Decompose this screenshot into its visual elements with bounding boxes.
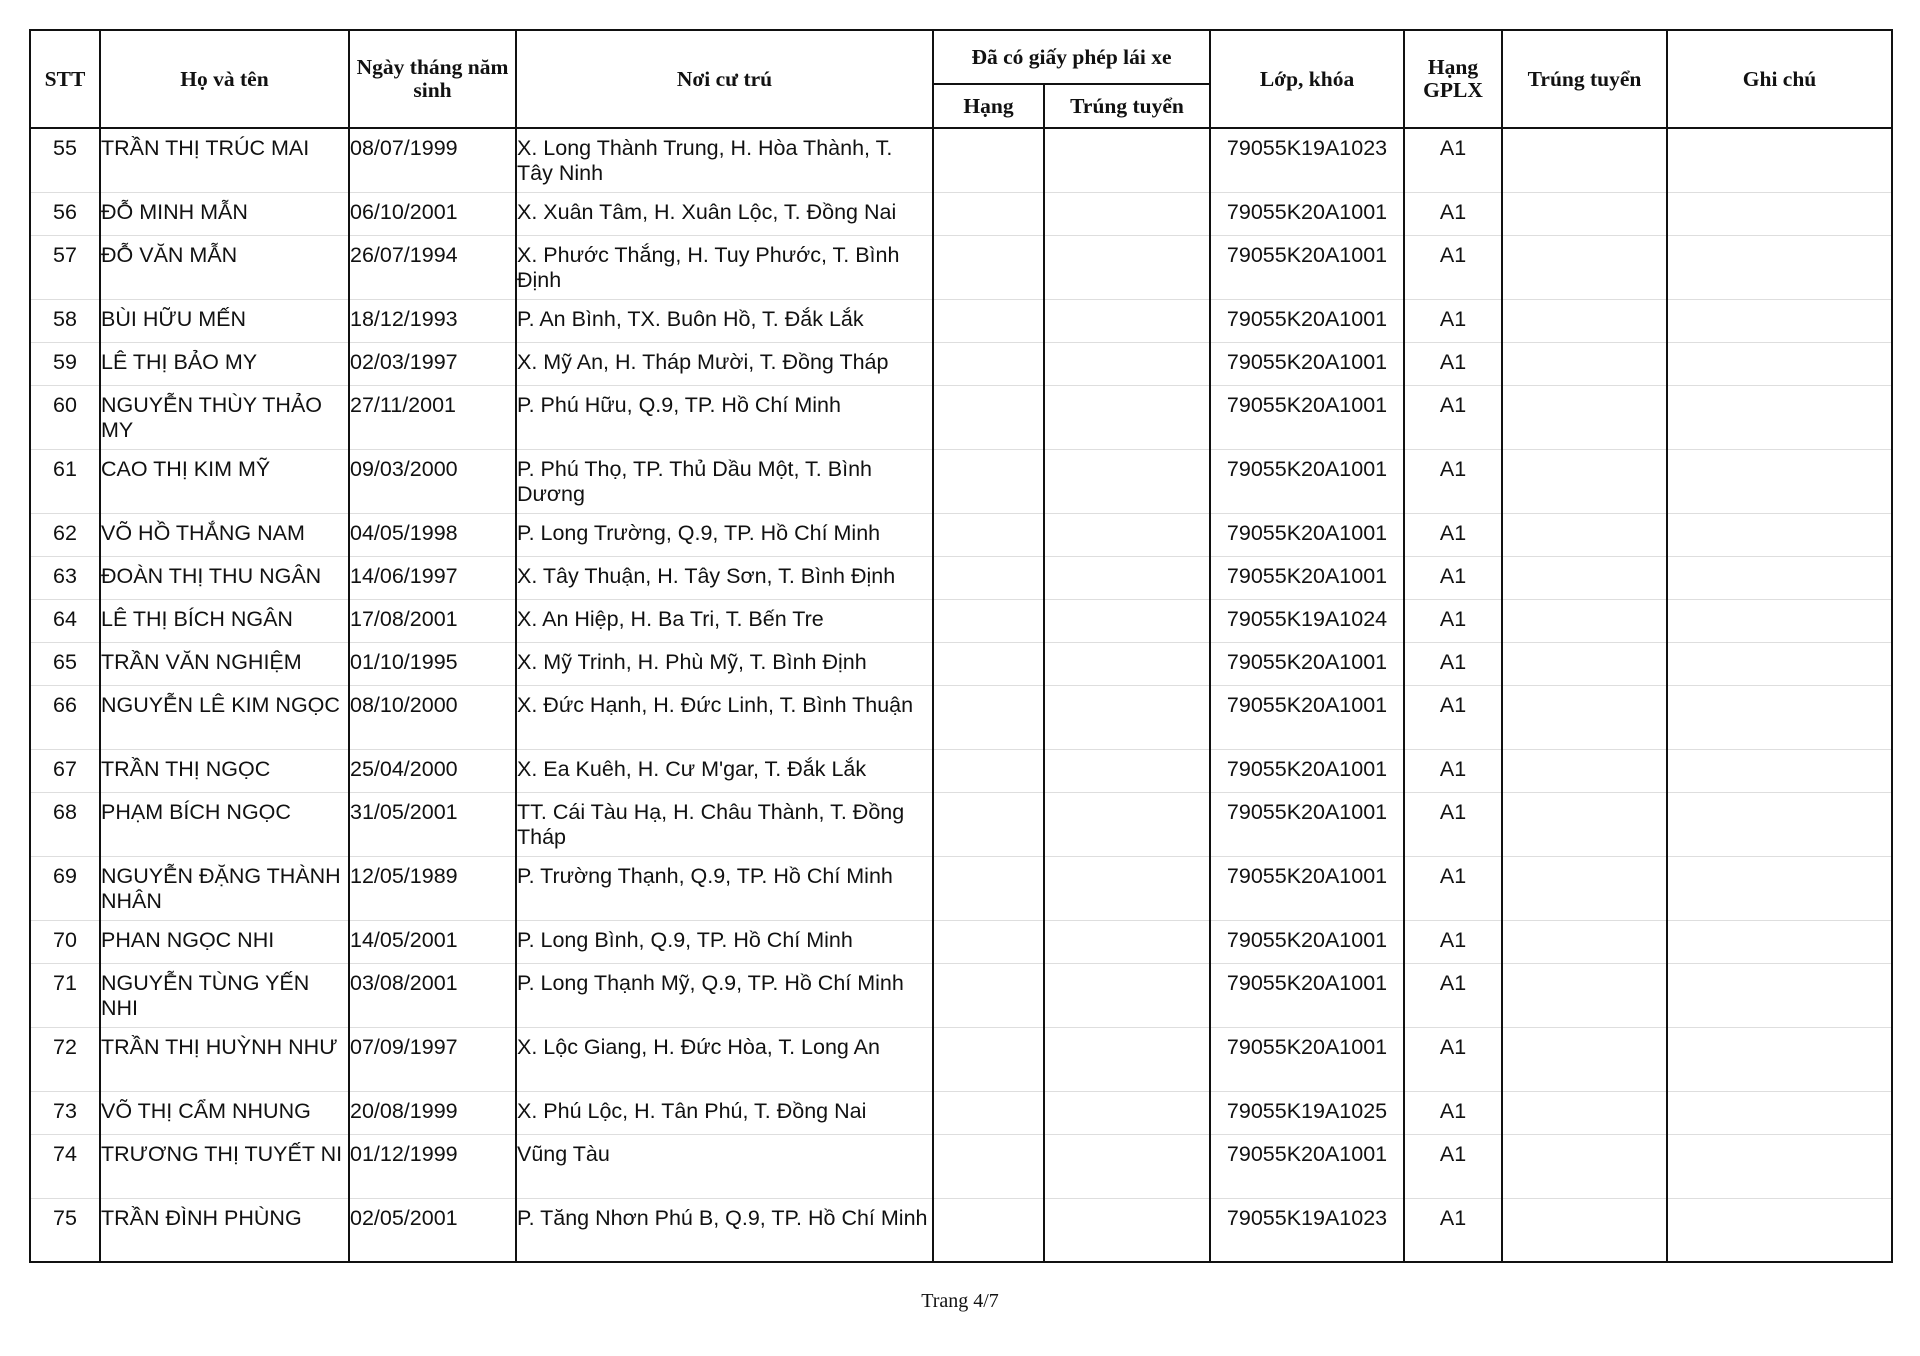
row-class: 79055K20A1001 xyxy=(1210,385,1404,449)
row-class: 79055K20A1001 xyxy=(1210,1134,1404,1198)
row-class: 79055K20A1001 xyxy=(1210,920,1404,963)
row-passed xyxy=(1502,128,1667,192)
table-row xyxy=(30,856,1892,920)
table-row xyxy=(30,1091,1892,1134)
row-note xyxy=(1667,856,1892,920)
row-address: P. Long Bình, Q.9, TP. Hồ Chí Minh xyxy=(516,920,933,963)
row-note xyxy=(1667,449,1892,513)
row-address: P. Phú Thọ, TP. Thủ Dầu Một, T. Bình Dương xyxy=(516,449,933,513)
row-license-passed xyxy=(1044,299,1210,342)
row-license-rank xyxy=(933,749,1044,792)
row-address: P. Trường Thạnh, Q.9, TP. Hồ Chí Minh xyxy=(516,856,933,920)
row-stt: 62 xyxy=(30,513,100,556)
row-stt: 72 xyxy=(30,1027,100,1091)
row-class: 79055K19A1023 xyxy=(1210,1198,1404,1262)
row-grade: A1 xyxy=(1404,642,1502,685)
row-stt: 66 xyxy=(30,685,100,749)
row-name: TRẦN ĐÌNH PHÙNG xyxy=(100,1198,349,1262)
row-license-rank xyxy=(933,192,1044,235)
row-address: P. Long Trường, Q.9, TP. Hồ Chí Minh xyxy=(516,513,933,556)
row-note xyxy=(1667,963,1892,1027)
row-dob: 06/10/2001 xyxy=(349,192,516,235)
row-note xyxy=(1667,749,1892,792)
row-grade: A1 xyxy=(1404,749,1502,792)
row-license-rank xyxy=(933,856,1044,920)
header-dob: Ngày tháng năm sinh xyxy=(349,30,516,128)
row-grade: A1 xyxy=(1404,1134,1502,1198)
row-passed xyxy=(1502,235,1667,299)
row-license-rank xyxy=(933,1134,1044,1198)
row-class: 79055K20A1001 xyxy=(1210,513,1404,556)
row-name: LÊ THỊ BẢO MY xyxy=(100,342,349,385)
row-class: 79055K20A1001 xyxy=(1210,856,1404,920)
header-class: Lớp, khóa xyxy=(1210,30,1404,128)
table-row xyxy=(30,449,1892,513)
row-stt: 61 xyxy=(30,449,100,513)
row-grade: A1 xyxy=(1404,599,1502,642)
roster-body xyxy=(30,128,1892,1262)
row-grade: A1 xyxy=(1404,342,1502,385)
row-stt: 65 xyxy=(30,642,100,685)
table-row xyxy=(30,792,1892,856)
table-row xyxy=(30,685,1892,749)
row-address: X. Xuân Tâm, H. Xuân Lộc, T. Đồng Nai xyxy=(516,192,933,235)
row-name: ĐỖ MINH MẪN xyxy=(100,192,349,235)
row-stt: 68 xyxy=(30,792,100,856)
table-row xyxy=(30,920,1892,963)
row-license-rank xyxy=(933,299,1044,342)
table-row xyxy=(30,299,1892,342)
row-passed xyxy=(1502,963,1667,1027)
row-address: X. Phước Thắng, H. Tuy Phước, T. Bình Định xyxy=(516,235,933,299)
row-license-passed xyxy=(1044,856,1210,920)
row-class: 79055K20A1001 xyxy=(1210,556,1404,599)
row-license-passed xyxy=(1044,599,1210,642)
row-address: P. An Bình, TX. Buôn Hồ, T. Đắk Lắk xyxy=(516,299,933,342)
row-license-rank xyxy=(933,342,1044,385)
row-note xyxy=(1667,1027,1892,1091)
row-class: 79055K20A1001 xyxy=(1210,685,1404,749)
row-class: 79055K19A1025 xyxy=(1210,1091,1404,1134)
row-license-passed xyxy=(1044,1091,1210,1134)
row-passed xyxy=(1502,1198,1667,1262)
row-passed xyxy=(1502,642,1667,685)
row-address: X. Long Thành Trung, H. Hòa Thành, T. Tây Ninh xyxy=(516,128,933,192)
header-has-license-passed: Trúng tuyển xyxy=(1044,84,1210,128)
row-license-rank xyxy=(933,385,1044,449)
row-dob: 14/05/2001 xyxy=(349,920,516,963)
table-row xyxy=(30,1198,1892,1262)
row-stt: 75 xyxy=(30,1198,100,1262)
row-note xyxy=(1667,299,1892,342)
row-note xyxy=(1667,1134,1892,1198)
row-passed xyxy=(1502,1134,1667,1198)
row-passed xyxy=(1502,685,1667,749)
row-passed xyxy=(1502,342,1667,385)
row-note xyxy=(1667,556,1892,599)
table-row xyxy=(30,385,1892,449)
row-note xyxy=(1667,599,1892,642)
row-license-passed xyxy=(1044,685,1210,749)
row-grade: A1 xyxy=(1404,1198,1502,1262)
header-has-license: Đã có giấy phép lái xe xyxy=(933,30,1210,84)
row-grade: A1 xyxy=(1404,963,1502,1027)
row-address: Vũng Tàu xyxy=(516,1134,933,1198)
row-dob: 18/12/1993 xyxy=(349,299,516,342)
table-row xyxy=(30,192,1892,235)
row-passed xyxy=(1502,192,1667,235)
row-grade: A1 xyxy=(1404,385,1502,449)
row-stt: 73 xyxy=(30,1091,100,1134)
row-dob: 25/04/2000 xyxy=(349,749,516,792)
row-license-passed xyxy=(1044,192,1210,235)
row-name: NGUYỄN LÊ KIM NGỌC xyxy=(100,685,349,749)
row-address: X. Tây Thuận, H. Tây Sơn, T. Bình Định xyxy=(516,556,933,599)
row-license-passed xyxy=(1044,449,1210,513)
table-row xyxy=(30,1134,1892,1198)
row-dob: 26/07/1994 xyxy=(349,235,516,299)
row-dob: 12/05/1989 xyxy=(349,856,516,920)
row-stt: 57 xyxy=(30,235,100,299)
row-class: 79055K20A1001 xyxy=(1210,299,1404,342)
row-stt: 71 xyxy=(30,963,100,1027)
row-name: NGUYỄN ĐẶNG THÀNH NHÂN xyxy=(100,856,349,920)
row-license-passed xyxy=(1044,342,1210,385)
row-address: X. An Hiệp, H. Ba Tri, T. Bến Tre xyxy=(516,599,933,642)
row-address: X. Phú Lộc, H. Tân Phú, T. Đồng Nai xyxy=(516,1091,933,1134)
row-license-rank xyxy=(933,920,1044,963)
header-passed: Trúng tuyển xyxy=(1502,30,1667,128)
row-dob: 01/12/1999 xyxy=(349,1134,516,1198)
row-note xyxy=(1667,128,1892,192)
row-license-rank xyxy=(933,792,1044,856)
row-address: P. Tăng Nhơn Phú B, Q.9, TP. Hồ Chí Minh xyxy=(516,1198,933,1262)
row-class: 79055K20A1001 xyxy=(1210,749,1404,792)
row-name: BÙI HỮU MẾN xyxy=(100,299,349,342)
row-address: P. Long Thạnh Mỹ, Q.9, TP. Hồ Chí Minh xyxy=(516,963,933,1027)
row-note xyxy=(1667,192,1892,235)
row-license-passed xyxy=(1044,128,1210,192)
row-dob: 07/09/1997 xyxy=(349,1027,516,1091)
row-license-rank xyxy=(933,685,1044,749)
row-stt: 67 xyxy=(30,749,100,792)
row-dob: 08/10/2000 xyxy=(349,685,516,749)
table-row xyxy=(30,642,1892,685)
row-note xyxy=(1667,235,1892,299)
row-grade: A1 xyxy=(1404,685,1502,749)
row-dob: 02/05/2001 xyxy=(349,1198,516,1262)
table-row xyxy=(30,235,1892,299)
row-name: TRƯƠNG THỊ TUYẾT NI xyxy=(100,1134,349,1198)
table-row xyxy=(30,342,1892,385)
row-note xyxy=(1667,792,1892,856)
table-row xyxy=(30,513,1892,556)
row-license-passed xyxy=(1044,385,1210,449)
row-dob: 04/05/1998 xyxy=(349,513,516,556)
row-name: NGUYỄN TÙNG YẾN NHI xyxy=(100,963,349,1027)
row-name: VÕ HỒ THẮNG NAM xyxy=(100,513,349,556)
row-class: 79055K20A1001 xyxy=(1210,642,1404,685)
table-row xyxy=(30,1027,1892,1091)
row-passed xyxy=(1502,1091,1667,1134)
row-passed xyxy=(1502,1027,1667,1091)
row-license-passed xyxy=(1044,513,1210,556)
row-license-rank xyxy=(933,513,1044,556)
row-license-passed xyxy=(1044,749,1210,792)
row-dob: 08/07/1999 xyxy=(349,128,516,192)
row-dob: 09/03/2000 xyxy=(349,449,516,513)
row-class: 79055K20A1001 xyxy=(1210,192,1404,235)
row-name: PHAN NGỌC NHI xyxy=(100,920,349,963)
row-address: X. Đức Hạnh, H. Đức Linh, T. Bình Thuận xyxy=(516,685,933,749)
row-passed xyxy=(1502,920,1667,963)
row-name: NGUYỄN THÙY THẢO MY xyxy=(100,385,349,449)
row-license-rank xyxy=(933,1198,1044,1262)
row-note xyxy=(1667,342,1892,385)
row-license-rank xyxy=(933,642,1044,685)
row-dob: 02/03/1997 xyxy=(349,342,516,385)
row-dob: 27/11/2001 xyxy=(349,385,516,449)
row-stt: 58 xyxy=(30,299,100,342)
row-license-rank xyxy=(933,1091,1044,1134)
row-class: 79055K20A1001 xyxy=(1210,235,1404,299)
row-stt: 56 xyxy=(30,192,100,235)
header-name: Họ và tên xyxy=(100,30,349,128)
row-note xyxy=(1667,1091,1892,1134)
row-address: TT. Cái Tàu Hạ, H. Châu Thành, T. Đồng Tháp xyxy=(516,792,933,856)
row-note xyxy=(1667,1198,1892,1262)
row-class: 79055K19A1023 xyxy=(1210,128,1404,192)
row-name: VÕ THỊ CẨM NHUNG xyxy=(100,1091,349,1134)
row-address: X. Ea Kuêh, H. Cư M'gar, T. Đắk Lắk xyxy=(516,749,933,792)
row-passed xyxy=(1502,299,1667,342)
row-grade: A1 xyxy=(1404,556,1502,599)
row-passed xyxy=(1502,749,1667,792)
row-name: ĐỖ VĂN MẪN xyxy=(100,235,349,299)
row-address: X. Mỹ Trinh, H. Phù Mỹ, T. Bình Định xyxy=(516,642,933,685)
row-note xyxy=(1667,642,1892,685)
row-dob: 20/08/1999 xyxy=(349,1091,516,1134)
row-dob: 03/08/2001 xyxy=(349,963,516,1027)
header-stt: STT xyxy=(30,30,100,128)
row-passed xyxy=(1502,513,1667,556)
row-license-rank xyxy=(933,128,1044,192)
row-license-passed xyxy=(1044,1027,1210,1091)
row-class: 79055K20A1001 xyxy=(1210,449,1404,513)
row-note xyxy=(1667,685,1892,749)
row-grade: A1 xyxy=(1404,856,1502,920)
row-class: 79055K20A1001 xyxy=(1210,1027,1404,1091)
row-note xyxy=(1667,920,1892,963)
row-grade: A1 xyxy=(1404,920,1502,963)
header-grade: Hạng GPLX xyxy=(1404,30,1502,128)
row-stt: 63 xyxy=(30,556,100,599)
row-dob: 01/10/1995 xyxy=(349,642,516,685)
row-grade: A1 xyxy=(1404,449,1502,513)
row-name: TRẦN THỊ HUỲNH NHƯ xyxy=(100,1027,349,1091)
row-dob: 31/05/2001 xyxy=(349,792,516,856)
row-license-rank xyxy=(933,599,1044,642)
row-grade: A1 xyxy=(1404,235,1502,299)
row-passed xyxy=(1502,856,1667,920)
row-name: TRẦN THỊ TRÚC MAI xyxy=(100,128,349,192)
table-row xyxy=(30,128,1892,192)
header-has-license-rank: Hạng xyxy=(933,84,1044,128)
row-grade: A1 xyxy=(1404,128,1502,192)
row-license-passed xyxy=(1044,792,1210,856)
row-license-rank xyxy=(933,235,1044,299)
table-row xyxy=(30,599,1892,642)
table-row xyxy=(30,963,1892,1027)
row-name: PHẠM BÍCH NGỌC xyxy=(100,792,349,856)
row-address: X. Lộc Giang, H. Đức Hòa, T. Long An xyxy=(516,1027,933,1091)
page-number: Trang 4/7 xyxy=(921,1290,999,1312)
row-name: ĐOÀN THỊ THU NGÂN xyxy=(100,556,349,599)
row-stt: 64 xyxy=(30,599,100,642)
row-grade: A1 xyxy=(1404,513,1502,556)
row-stt: 59 xyxy=(30,342,100,385)
row-class: 79055K20A1001 xyxy=(1210,792,1404,856)
row-stt: 55 xyxy=(30,128,100,192)
row-license-passed xyxy=(1044,1198,1210,1262)
row-grade: A1 xyxy=(1404,792,1502,856)
row-license-rank xyxy=(933,449,1044,513)
row-name: LÊ THỊ BÍCH NGÂN xyxy=(100,599,349,642)
row-class: 79055K20A1001 xyxy=(1210,963,1404,1027)
row-grade: A1 xyxy=(1404,299,1502,342)
row-name: CAO THỊ KIM MỸ xyxy=(100,449,349,513)
row-passed xyxy=(1502,599,1667,642)
row-stt: 70 xyxy=(30,920,100,963)
row-license-passed xyxy=(1044,235,1210,299)
row-class: 79055K19A1024 xyxy=(1210,599,1404,642)
roster-table xyxy=(29,29,1893,1263)
header-address: Nơi cư trú xyxy=(516,30,933,128)
row-stt: 69 xyxy=(30,856,100,920)
row-name: TRẦN VĂN NGHIỆM xyxy=(100,642,349,685)
row-license-passed xyxy=(1044,963,1210,1027)
row-passed xyxy=(1502,556,1667,599)
row-passed xyxy=(1502,792,1667,856)
row-passed xyxy=(1502,385,1667,449)
table-row xyxy=(30,556,1892,599)
row-class: 79055K20A1001 xyxy=(1210,342,1404,385)
row-license-passed xyxy=(1044,556,1210,599)
row-license-passed xyxy=(1044,920,1210,963)
row-grade: A1 xyxy=(1404,1091,1502,1134)
row-note xyxy=(1667,385,1892,449)
row-address: P. Phú Hữu, Q.9, TP. Hồ Chí Minh xyxy=(516,385,933,449)
row-license-rank xyxy=(933,963,1044,1027)
row-license-rank xyxy=(933,1027,1044,1091)
row-name: TRẦN THỊ NGỌC xyxy=(100,749,349,792)
row-stt: 60 xyxy=(30,385,100,449)
row-stt: 74 xyxy=(30,1134,100,1198)
row-address: X. Mỹ An, H. Tháp Mười, T. Đồng Tháp xyxy=(516,342,933,385)
row-license-rank xyxy=(933,556,1044,599)
row-dob: 17/08/2001 xyxy=(349,599,516,642)
row-license-passed xyxy=(1044,642,1210,685)
row-license-passed xyxy=(1044,1134,1210,1198)
table-row xyxy=(30,749,1892,792)
row-grade: A1 xyxy=(1404,192,1502,235)
row-grade: A1 xyxy=(1404,1027,1502,1091)
row-note xyxy=(1667,513,1892,556)
row-passed xyxy=(1502,449,1667,513)
row-dob: 14/06/1997 xyxy=(349,556,516,599)
header-note: Ghi chú xyxy=(1667,30,1892,128)
